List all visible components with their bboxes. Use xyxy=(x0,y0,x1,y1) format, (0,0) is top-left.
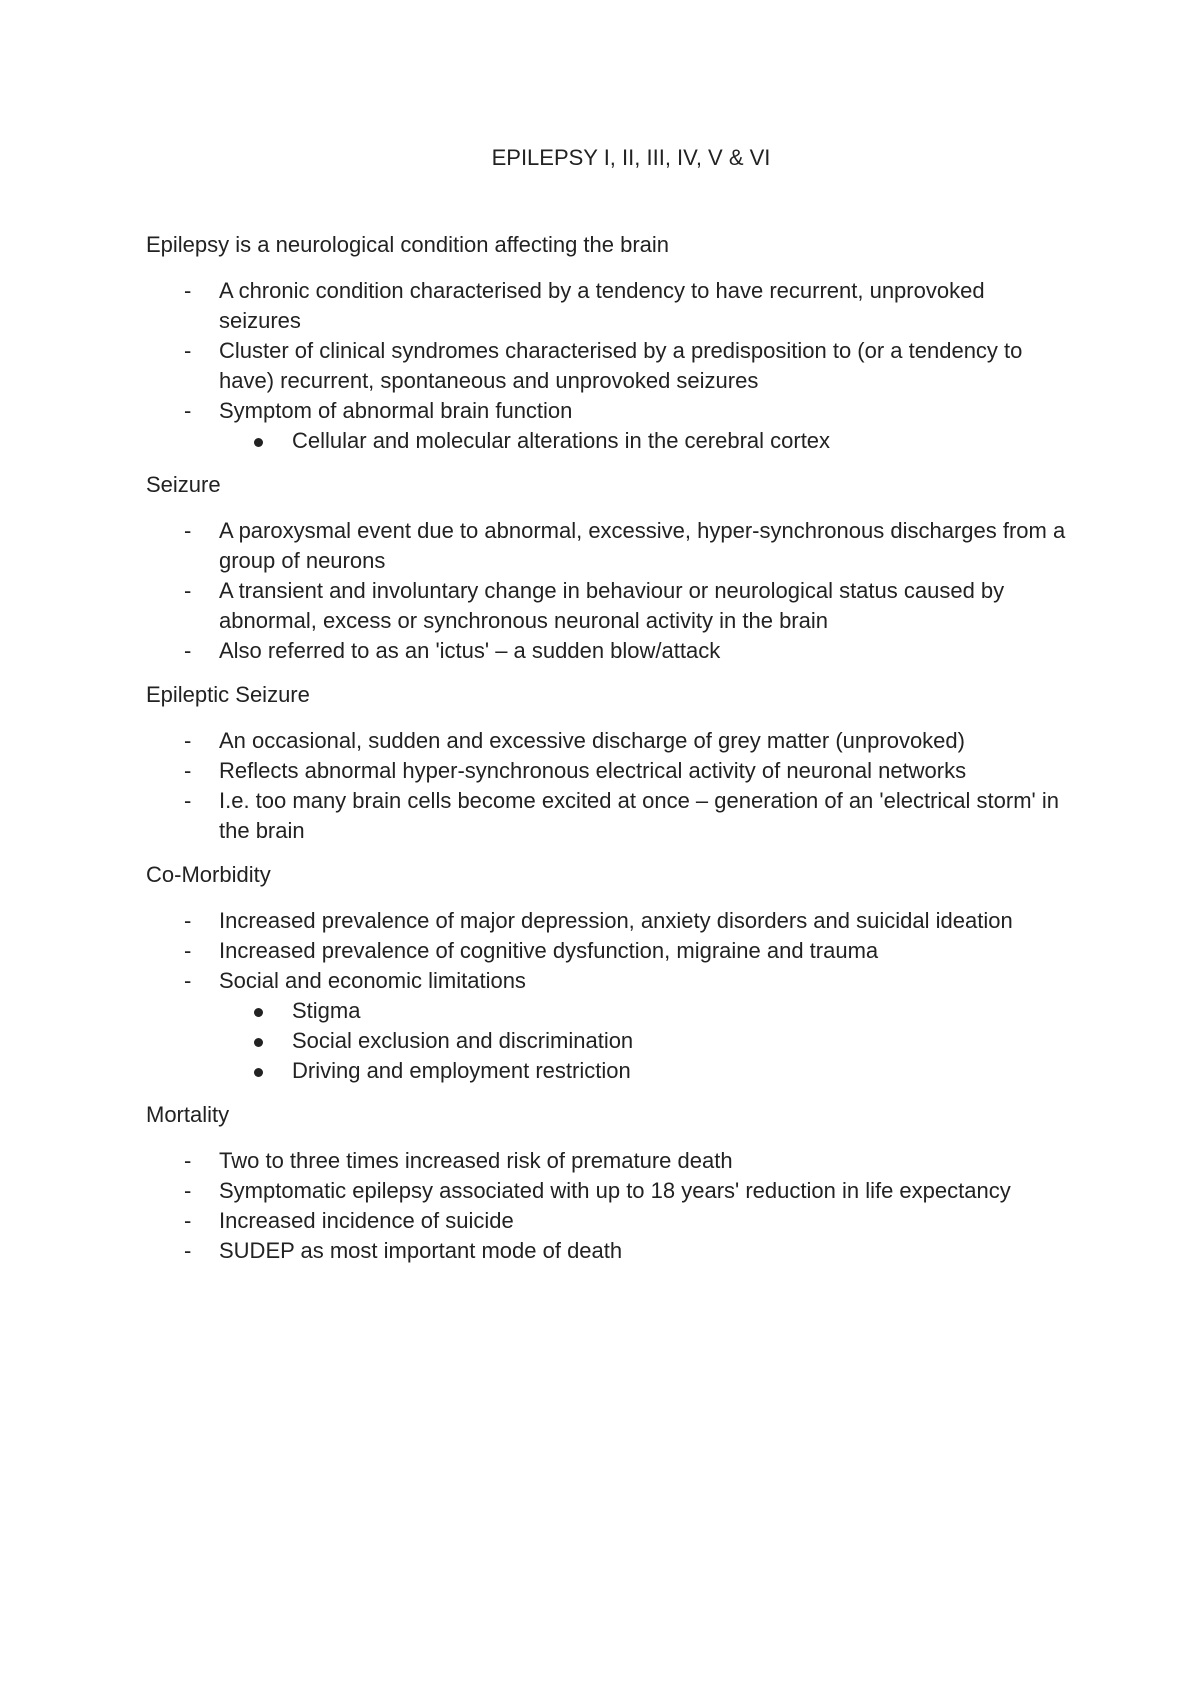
list-item xyxy=(146,966,1080,996)
dash-marker: - xyxy=(184,518,192,543)
document-body xyxy=(146,230,1080,1266)
list-item xyxy=(146,396,1080,426)
list-item xyxy=(146,756,1080,786)
list-item-text: A chronic condition characterised by a tendency to have recurrent, unprovoked seizures xyxy=(219,278,985,333)
list-item-text: Increased prevalence of major depression, anxiety disorders and suicidal ideation xyxy=(219,908,1013,933)
list-item-text: Reflects abnormal hyper-synchronous electrical activity of neuronal networks xyxy=(219,758,967,783)
list-item xyxy=(146,786,1080,846)
dash-list xyxy=(146,516,1080,666)
sub-list-container xyxy=(146,996,1080,1086)
bullet-item xyxy=(219,426,1070,456)
list-item xyxy=(146,576,1080,636)
bullet-dot-icon xyxy=(254,1038,263,1047)
bullet-item-text: Social exclusion and discrimination xyxy=(292,1028,634,1053)
bullet-item xyxy=(219,1026,1070,1056)
bullet-item-text: Stigma xyxy=(292,998,361,1023)
list-item xyxy=(146,936,1080,966)
bullet-dot-icon xyxy=(254,1008,263,1017)
dash-marker: - xyxy=(184,968,192,993)
section-heading: Mortality xyxy=(146,1102,230,1127)
document-title: EPILEPSY I, II, III, IV, V & VI xyxy=(491,145,771,170)
list-item xyxy=(146,276,1080,336)
list-item-text: A paroxysmal event due to abnormal, excessive, hyper-synchronous discharges from a group of neurons xyxy=(219,518,1066,573)
bullet-list xyxy=(219,996,1070,1086)
list-item xyxy=(146,906,1080,936)
list-item xyxy=(146,336,1080,396)
bullet-item xyxy=(219,1056,1070,1086)
section-heading: Co-Morbidity xyxy=(146,862,271,887)
list-item xyxy=(146,636,1080,666)
dash-marker: - xyxy=(184,398,192,423)
list-item-text: Social and economic limitations xyxy=(219,968,526,993)
bullet-item xyxy=(219,996,1070,1026)
section-heading: Seizure xyxy=(146,472,221,497)
bullet-item-text: Cellular and molecular alterations in the cerebral cortex xyxy=(292,428,831,453)
section xyxy=(146,470,1080,666)
dash-marker: - xyxy=(184,1238,192,1263)
section xyxy=(146,680,1080,846)
dash-marker: - xyxy=(184,1178,192,1203)
list-item-text: I.e. too many brain cells become excited at once – generation of an 'electrical storm' in the brain xyxy=(219,788,1059,843)
dash-list xyxy=(146,726,1080,846)
list-item xyxy=(146,1176,1080,1206)
dash-marker: - xyxy=(184,1208,192,1233)
dash-list xyxy=(146,276,1080,456)
dash-marker: - xyxy=(184,1148,192,1173)
dash-marker: - xyxy=(184,638,192,663)
list-item-text: Symptomatic epilepsy associated with up to 18 years' reduction in life expectancy xyxy=(219,1178,1011,1203)
list-item-text: An occasional, sudden and excessive discharge of grey matter (unprovoked) xyxy=(219,728,965,753)
bullet-dot-icon xyxy=(254,438,263,447)
section xyxy=(146,860,1080,1086)
bullet-dot-icon xyxy=(254,1068,263,1077)
dash-marker: - xyxy=(184,728,192,753)
list-item-text: Symptom of abnormal brain function xyxy=(219,398,573,423)
bullet-item-text: Driving and employment restriction xyxy=(292,1058,631,1083)
list-item-text: Also referred to as an 'ictus' – a sudden blow/attack xyxy=(219,638,721,663)
dash-marker: - xyxy=(184,578,192,603)
section xyxy=(146,230,1080,456)
list-item xyxy=(146,1146,1080,1176)
section-heading: Epileptic Seizure xyxy=(146,682,310,707)
bullet-list xyxy=(219,426,1070,456)
list-item-text: Cluster of clinical syndromes characterised by a predisposition to (or a tendency to have) recurrent, spontaneous and unprovoked seizures xyxy=(219,338,1023,393)
list-item xyxy=(146,516,1080,576)
dash-marker: - xyxy=(184,938,192,963)
dash-list xyxy=(146,906,1080,1086)
section-heading: Epilepsy is a neurological condition affecting the brain xyxy=(146,232,670,257)
list-item xyxy=(146,726,1080,756)
dash-marker: - xyxy=(184,908,192,933)
list-item-text: Increased prevalence of cognitive dysfunction, migraine and trauma xyxy=(219,938,879,963)
dash-marker: - xyxy=(184,278,192,303)
sub-list-container xyxy=(146,426,1080,456)
list-item-text: Increased incidence of suicide xyxy=(219,1208,514,1233)
list-item-text: SUDEP as most important mode of death xyxy=(219,1238,623,1263)
dash-marker: - xyxy=(184,758,192,783)
list-item xyxy=(146,1236,1080,1266)
dash-marker: - xyxy=(184,788,192,813)
list-item xyxy=(146,1206,1080,1236)
section xyxy=(146,1100,1080,1266)
dash-marker: - xyxy=(184,338,192,363)
list-item-text: Two to three times increased risk of premature death xyxy=(219,1148,733,1173)
list-item-text: A transient and involuntary change in behaviour or neurological status caused by abnormal, excess or synchronous neuronal activity in the brain xyxy=(219,578,1005,633)
dash-list xyxy=(146,1146,1080,1266)
